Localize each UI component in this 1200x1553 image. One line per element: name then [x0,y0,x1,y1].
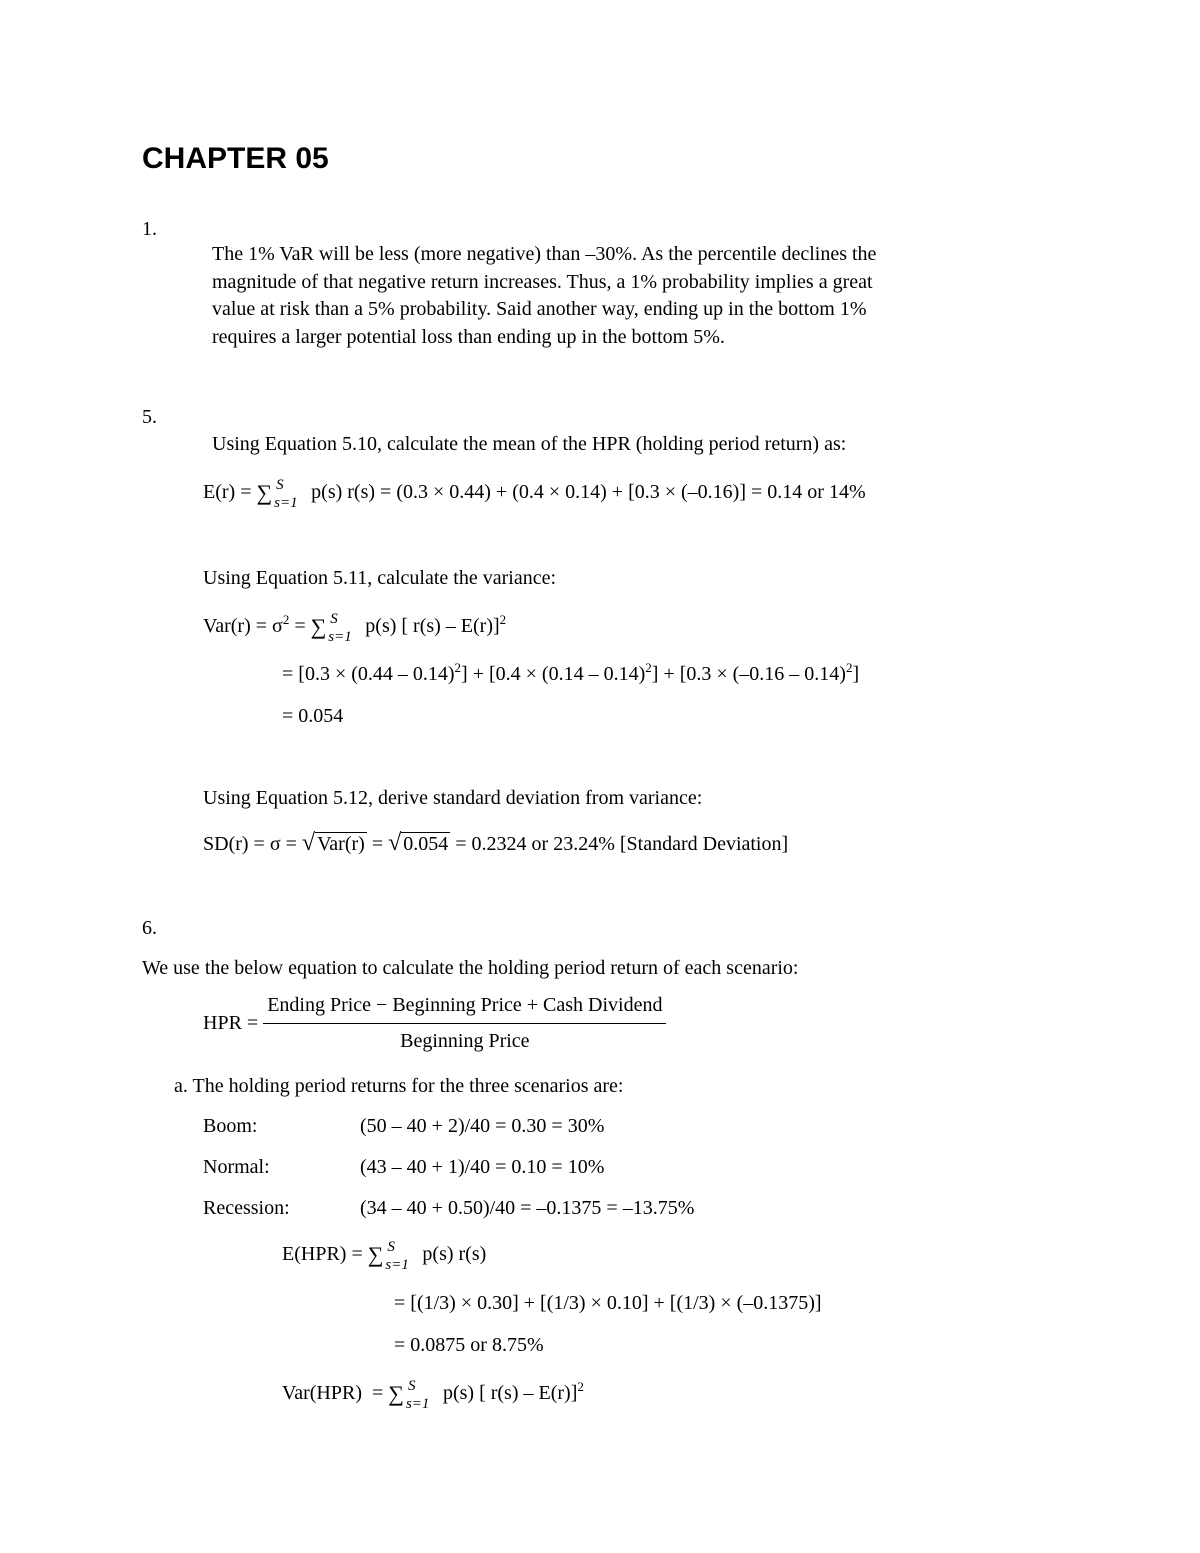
sum-upper: S [276,477,284,493]
variance-lhs: Var(r) = σ [203,615,283,637]
squared: 2 [454,660,462,675]
scenario-name: Boom: [203,1115,258,1137]
ehpr-lhs: E(HPR) = [282,1243,363,1265]
chapter-title: CHAPTER 05 [142,142,329,175]
hpr-numerator: Ending Price − Beginning Price + Cash Dividend [263,992,666,1024]
sigma-squared: 2 [282,612,290,627]
q1-line: The 1% VaR will be less (more negative) than –30%. As the percentile declines the [212,243,877,265]
summation-symbol: ∑ [310,614,327,639]
var-part-c: ] + [0.3 × (–0.16 – 0.14) [651,663,846,685]
mean-rhs: = (0.3 × 0.44) + (0.4 × 0.14) + [0.3 × (–0.16)] = 0.14 or 14% [380,481,866,503]
hpr-intro: We use the below equation to calculate the holding period return of each scenario: [142,957,799,979]
question-1-number: 1. [142,218,157,240]
sqrt-icon: √ [301,830,316,856]
question-5-number: 5. [142,406,157,428]
summation-limits [404,1378,438,1412]
mean-intro: Using Equation 5.10, calculate the mean of the HPR (holding period return) as: [212,433,847,455]
hpr-fraction [263,992,666,1055]
expected-hpr-line-2: = [(1/3) × 0.30] + [(1/3) × 0.10] + [(1/3) × (–0.1375)] [394,1292,822,1314]
sd-lhs: SD(r) = σ = [203,833,297,855]
variance-body: p(s) [ r(s) – E(r)] [365,615,500,637]
sd-rhs: = 0.2324 or 23.24% [Standard Deviation] [455,833,789,855]
sum-lower: s=1 [328,629,352,645]
summation-symbol: ∑ [388,1381,404,1406]
var-part-d: ] [852,663,860,685]
squared: 2 [577,1379,584,1394]
var-part-a: = [0.3 × (0.44 – 0.14) [282,663,455,685]
variance-hpr-equation [282,1378,584,1412]
sd-intro: Using Equation 5.12, derive standard deviation from variance: [203,787,703,809]
summation-limits [272,477,306,511]
sd-radicand-2: 0.054 [403,833,449,855]
sum-upper: S [407,1378,416,1394]
part-a-heading: a. The holding period returns for the three scenarios are: [174,1075,624,1097]
question-6-number: 6. [142,917,157,939]
q1-line: magnitude of that negative return increases. Thus, a 1% probability implies a great [212,270,873,293]
variance-equation [203,611,507,645]
squared: 2 [645,660,652,675]
expected-hpr-line-3: = 0.0875 or 8.75% [394,1334,544,1356]
sd-mid: = [371,833,384,855]
sum-lower: s=1 [385,1257,409,1273]
summation-symbol: ∑ [367,1242,384,1267]
q1-line: requires a larger potential loss than ending up in the bottom 5%. [212,325,725,348]
sum-lower: s=1 [274,495,298,511]
q1-line: value at risk than a 5% probability. Said another way, ending up in the bottom 1% [212,298,867,320]
sum-upper: S [330,611,338,627]
ehpr-body: p(s) r(s) [422,1243,487,1265]
summation-limits [383,1239,417,1273]
variance-line-2 [282,661,859,688]
hpr-equation [203,992,666,1055]
summation-symbol: ∑ [256,480,273,505]
mean-equation [203,477,866,511]
hpr-lhs: HPR = [203,1012,259,1034]
varhpr-lhs: Var(HPR) = [282,1382,384,1404]
variance-eq: = [294,615,306,637]
scenario-name: Normal: [203,1156,270,1178]
variance-intro: Using Equation 5.11, calculate the variance: [203,567,557,589]
squared: 2 [845,660,853,675]
squared: 2 [499,612,507,627]
scenario-calc: (34 – 40 + 0.50)/40 = –0.1375 = –13.75% [360,1197,695,1219]
scenario-name: Recession: [203,1197,290,1219]
sd-radicand-1: Var(r) [317,833,365,855]
var-part-b: ] + [0.4 × (0.14 – 0.14) [461,663,646,685]
sum-lower: s=1 [405,1396,430,1412]
variance-result: = 0.054 [282,705,344,727]
hpr-denominator: Beginning Price [400,1030,530,1052]
sum-upper: S [387,1239,395,1255]
summation-limits [326,611,360,645]
sqrt-icon: √ [388,830,402,856]
scenario-calc: (43 – 40 + 1)/40 = 0.10 = 10% [360,1156,605,1178]
scenario-calc: (50 – 40 + 2)/40 = 0.30 = 30% [360,1115,605,1137]
sd-equation [203,830,788,858]
expected-hpr-equation [282,1239,487,1273]
question-1-answer [212,241,1012,351]
mean-lhs: E(r) = [203,481,252,503]
mean-ps-rs: p(s) r(s) [311,481,376,503]
varhpr-body: p(s) [ r(s) – E(r)] [442,1382,578,1404]
